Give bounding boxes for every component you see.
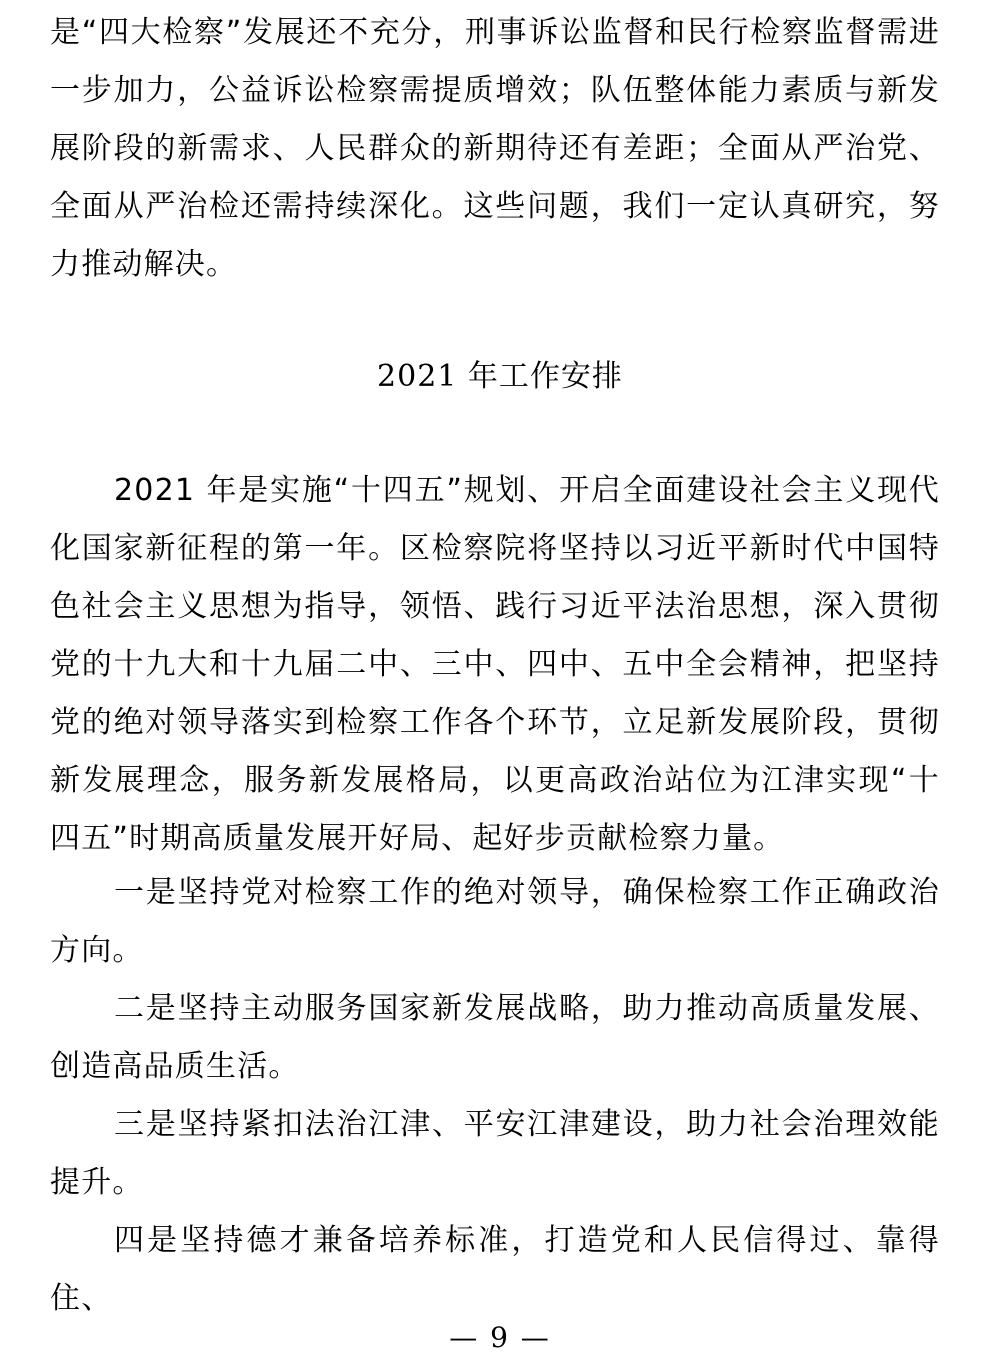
- section-intro-paragraph: 2021 年是实施“十四五”规划、开启全面建设社会主义现代化国家新征程的第一年。区检察院将坚持以习近平新时代中国特色社会主义思想为指导，领悟、践行习近平法治思想，深入贯彻党的十九大和十九届二中、三中、四中、五中全会精神，把坚持党的绝对领导落实到检察工作各个环节，立足新发展阶段，贯彻新发展理念，服务新发展格局，以更高政治站位为江津实现“十四五”时期高质量发展开好局、起好步贡献检察力量。: [50, 473, 940, 856]
- list-item: 三是坚持紧扣法治江津、平安江津建设，助力社会治理效能提升。: [50, 1107, 940, 1200]
- paragraph-continuation: 是“四大检察”发展还不充分，刑事诉讼监督和民行检察监督需进一步加力，公益诉讼检察需提质增效；队伍整体能力素质与新发展阶段的新需求、人民群众的新期待还有差距；全面从严治党、全面从严治检还需持续深化。这些问题，我们一定认真研究，努力推动解决。: [50, 15, 940, 282]
- section-heading: 2021 年工作安排: [377, 359, 623, 394]
- list-item: 四是坚持德才兼备培养标准，打造党和人民信得过、靠得住、: [50, 1223, 940, 1316]
- list-item: 二是坚持主动服务国家新发展战略，助力推动高质量发展、创造高品质生活。: [50, 991, 940, 1084]
- page-number: — 9 —: [449, 1321, 551, 1354]
- list-item: 一是坚持党对检察工作的绝对领导，确保检察工作正确政治方向。: [50, 875, 940, 968]
